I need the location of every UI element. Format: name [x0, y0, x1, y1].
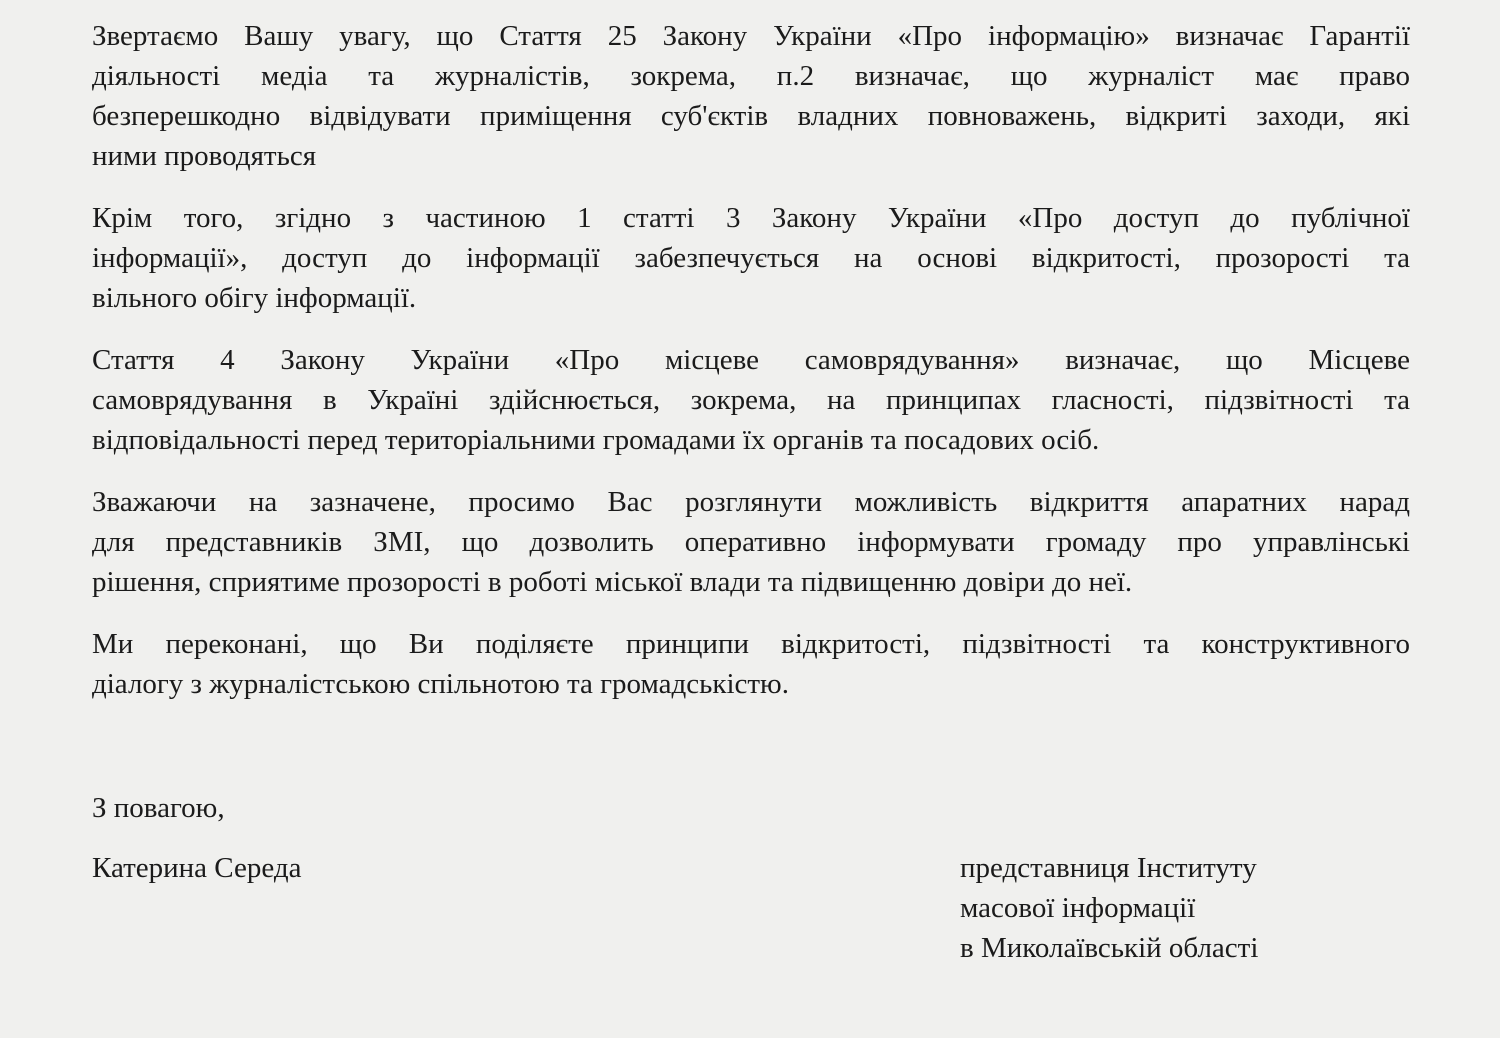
- paragraph-line: Звертаємо Вашу увагу, що Стаття 25 Закону України «Про інформацію» визначає Гарантії: [92, 20, 1410, 52]
- paragraph-line: інформації», доступ до інформації забезпечується на основі відкритості, прозорості та: [92, 242, 1410, 274]
- signature-title: [960, 848, 1410, 968]
- paragraph-line: самоврядування в Україні здійснюється, зокрема, на принципах гласності, підзвітності та: [92, 384, 1410, 416]
- paragraph-line: Крім того, згідно з частиною 1 статті 3 Закону України «Про доступ до публічної: [92, 202, 1410, 234]
- paragraph-line: відповідальності перед територіальними громадами їх органів та посадових осіб.: [92, 424, 1100, 456]
- paragraph: [92, 340, 1410, 460]
- signature-title-line: масової інформації: [960, 892, 1196, 924]
- paragraph: [92, 16, 1410, 176]
- paragraph-line: Ми переконані, що Ви поділяєте принципи відкритості, підзвітності та конструктивного: [92, 628, 1410, 660]
- paragraph-line: Зважаючи на зазначене, просимо Вас розглянути можливість відкриття апаратних нарад: [92, 486, 1410, 518]
- paragraph-line: рішення, сприятиме прозорості в роботі міської влади та підвищенню довіри до неї.: [92, 566, 1133, 598]
- letter-paragraphs: [92, 16, 1410, 704]
- paragraph-line: діалогу з журналістською спільнотою та громадськістю.: [92, 668, 789, 700]
- paragraph-line: для представників ЗМІ, що дозволить оперативно інформувати громаду про управлінські: [92, 526, 1410, 558]
- paragraph-line: Стаття 4 Закону України «Про місцеве самоврядування» визначає, що Місцеве: [92, 344, 1410, 376]
- paragraph: [92, 198, 1410, 318]
- signature-block: [92, 848, 1410, 968]
- signature-title-line: представниця Інституту: [960, 852, 1257, 884]
- paragraph-line: вільного обігу інформації.: [92, 282, 417, 314]
- paragraph: [92, 482, 1410, 602]
- paragraph-line: ними проводяться: [92, 140, 317, 172]
- closing-salutation: З повагою,: [92, 792, 225, 824]
- paragraph-line: діяльності медіа та журналістів, зокрема, п.2 визначає, що журналіст має право: [92, 60, 1410, 92]
- signature-title-line: в Миколаївській області: [960, 932, 1259, 964]
- paragraph: [92, 624, 1410, 704]
- paragraph-line: безперешкодно відвідувати приміщення суб'єктів владних повноважень, відкриті заходи, які: [92, 100, 1410, 132]
- signature-name: Катерина Середа: [92, 852, 302, 884]
